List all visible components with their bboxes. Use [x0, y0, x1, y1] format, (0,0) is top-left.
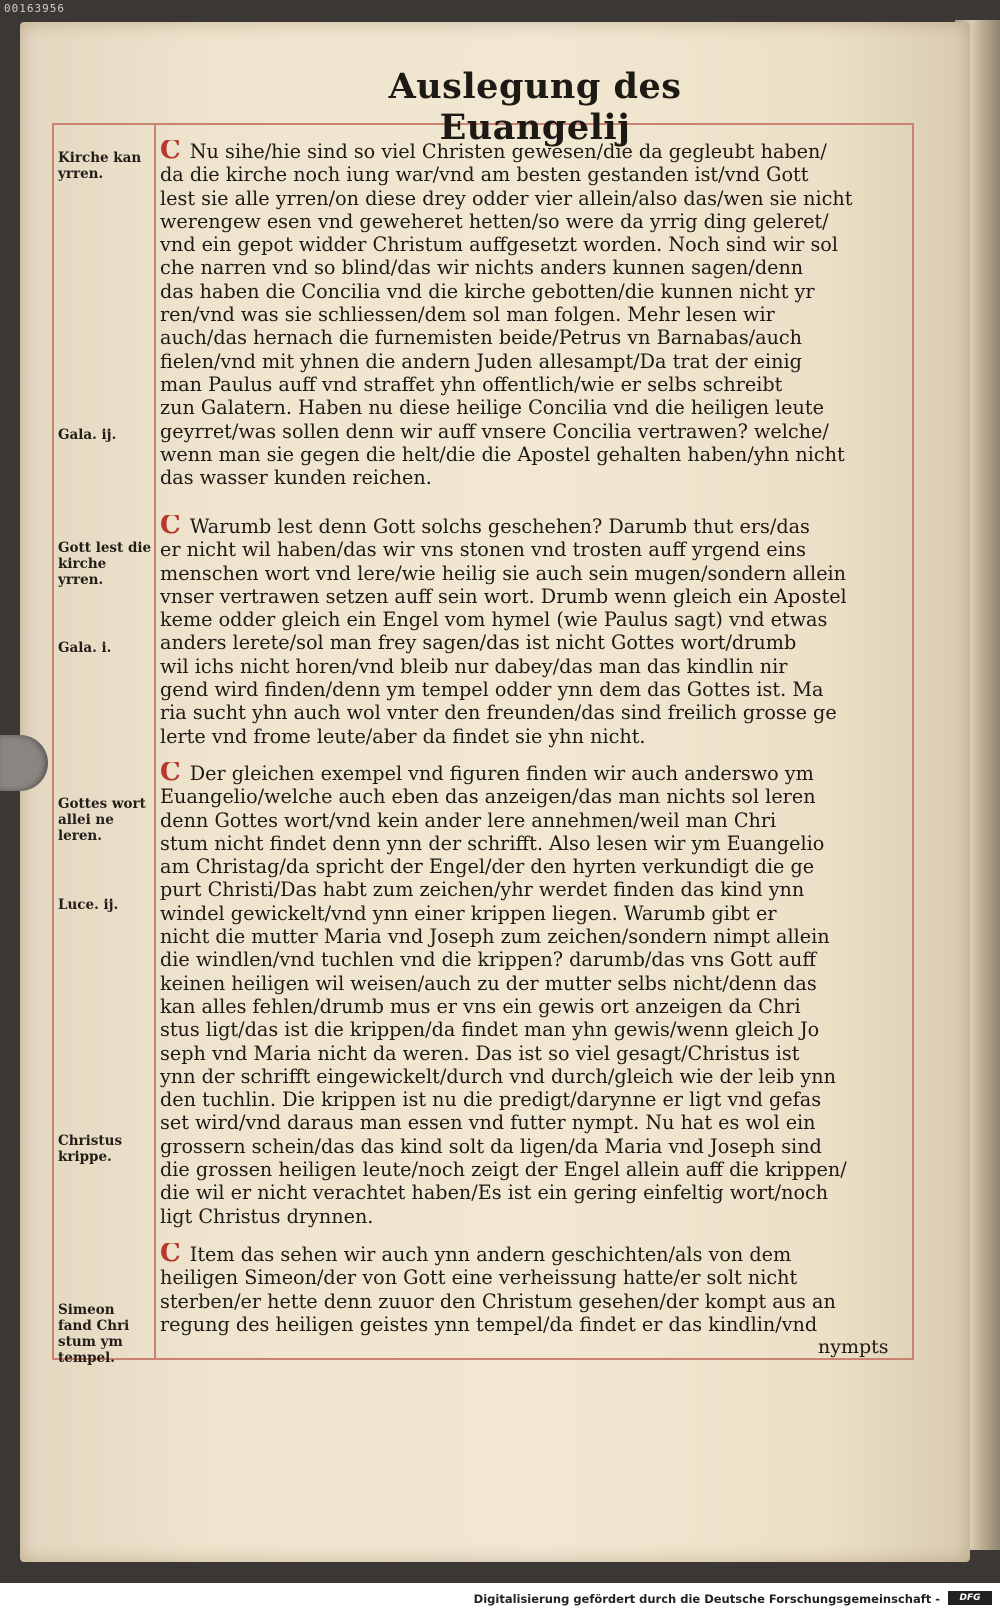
- text-line: geyrret/was sollen denn wir auff vnsere Concilia vertrawen? welche/: [160, 419, 829, 443]
- footer-credit: Digitalisierung gefördert durch die Deutsche Forschungsgemeinschaft -: [473, 1592, 940, 1606]
- text-line-content: Warumb lest denn Gott solchs geschehen? Darumb thut ers/das: [189, 515, 810, 538]
- margin-note: Gala. ij.: [58, 427, 117, 443]
- text-line: ren/vnd was sie schliessen/dem sol man folgen. Mehr lesen wir: [160, 303, 775, 327]
- margin-note: Gott lest die kirche yrren.: [58, 540, 152, 588]
- catchword: nympts: [818, 1336, 889, 1358]
- text-line: die grossen heiligen leute/noch zeigt der Engel allein auff die krippen/: [160, 1158, 847, 1182]
- text-line: vnser vertrawen setzen auff sein wort. Drumb wenn gleich ein Apostel: [160, 584, 847, 608]
- bottom-rule: [52, 1358, 914, 1360]
- text-line: wil ichs nicht horen/vnd bleib nur dabey/das man das kindlin nir: [160, 654, 788, 678]
- text-line-content: Nu sihe/hie sind so viel Christen gewesen/die da gegleubt haben/: [189, 140, 827, 163]
- text-line: anders lerete/sol man frey sagen/das ist nicht Gottes wort/drumb: [160, 631, 797, 655]
- text-line: heiligen Simeon/der von Gott eine verheissung hatte/er solt nicht: [160, 1266, 798, 1290]
- text-line-content: Item das sehen wir auch ynn andern geschichten/als von dem: [189, 1243, 792, 1266]
- paragraph-mark-icon: C: [160, 1243, 190, 1267]
- catalog-id: 00163956: [4, 2, 65, 15]
- text-line: nicht die mutter Maria vnd Joseph zum zeichen/sondern nimpt allein: [160, 925, 830, 949]
- paragraph-mark-icon: C: [160, 762, 190, 786]
- column-rule: [154, 123, 156, 1360]
- text-line: zun Galatern. Haben nu diese heilige Concilia vnd die heiligen leute: [160, 396, 824, 420]
- text-line: seph vnd Maria nicht da weren. Das ist so viel gesagt/Christus ist: [160, 1041, 800, 1065]
- text-line: werengew esen vnd geweheret hetten/so were da yrrig ding geleret/: [160, 209, 829, 233]
- text-line: regung des heiligen geistes ynn tempel/da findet er das kindlin/vnd: [160, 1312, 818, 1336]
- text-line: windel gewickelt/vnd ynn einer krippen liegen. Warumb gibt er: [160, 901, 777, 925]
- paragraph: [160, 762, 908, 1228]
- text-line: gend wird finden/denn ym tempel odder ynn dem das Gottes ist. Ma: [160, 678, 824, 702]
- text-line: ligt Christus drynnen.: [160, 1204, 374, 1228]
- running-head: Auslegung des Euangelij: [388, 66, 682, 148]
- text-line: er nicht wil haben/das wir vns stonen vnd trosten auff yrgend eins: [160, 538, 807, 562]
- text-line: ynn der schrifft eingewickelt/durch vnd durch/gleich wie der leib ynn: [160, 1064, 836, 1088]
- paragraph-mark-icon: C: [160, 140, 190, 164]
- text-line: keme odder gleich ein Engel vom hymel (wie Paulus sagt) vnd etwas: [160, 608, 828, 632]
- text-line: set wird/vnd daraus man essen vnd futter nympt. Nu hat es wol ein: [160, 1111, 816, 1135]
- text-line: sterben/er hette denn zuuor den Christum gesehen/der kompt aus an: [160, 1289, 836, 1313]
- text-line: keinen heiligen wil weisen/auch zu der mutter selbs nicht/denn das: [160, 971, 817, 995]
- margin-note: Luce. ij.: [58, 897, 119, 913]
- margin-note: Simeon fand Chri stum ym tempel.: [58, 1302, 130, 1366]
- text-line: die windlen/vnd tuchlen vnd die krippen? darumb/das vns Gott auff: [160, 948, 816, 972]
- text-line: Euangelio/welche auch eben das anzeigen/das man nichts sol leren: [160, 785, 816, 809]
- text-line: denn Gottes wort/vnd kein ander lere annehmen/weil man Chri: [160, 808, 777, 832]
- dfg-logo: DFG: [948, 1591, 992, 1605]
- text-line: che narren vnd so blind/das wir nichts anders kunnen sagen/denn: [160, 256, 804, 280]
- text-line: lerte vnd frome leute/aber da findet sie yhn nicht.: [160, 724, 646, 748]
- margin-note: Gottes wort allei ne leren.: [58, 796, 146, 844]
- margin-note: Gala. i.: [58, 640, 112, 656]
- margin-rule-right: [912, 123, 914, 1360]
- text-line: den tuchlin. Die krippen ist nu die predigt/darynne er ligt vnd gefas: [160, 1088, 822, 1112]
- text-line: [160, 1243, 908, 1266]
- text-line: menschen wort vnd lere/wie heilig sie auch sein mugen/sondern allein: [160, 561, 847, 585]
- paragraph: [160, 140, 908, 489]
- margin-rule-left: [52, 123, 54, 1360]
- footer-bar: [0, 1583, 1000, 1613]
- margin-note: Kirche kan yrren.: [58, 150, 142, 182]
- text-line: am Christag/da spricht der Engel/der den hyrten verkundigt die ge: [160, 855, 815, 879]
- paragraph-mark-icon: C: [160, 515, 190, 539]
- text-line: vnd ein gepot widder Christum auffgesetzt worden. Noch sind wir sol: [160, 233, 838, 257]
- text-line: [160, 515, 908, 538]
- text-line: stus ligt/das ist die krippen/da findet man yhn gewis/wenn gleich Jo: [160, 1018, 820, 1042]
- text-line: das wasser kunden reichen.: [160, 466, 432, 490]
- text-line: wenn man sie gegen die helt/die die Apostel gehalten haben/yhn nicht: [160, 442, 845, 466]
- margin-note: Christus krippe.: [58, 1133, 123, 1165]
- text-line: kan alles fehlen/drumb mus er vns ein gewis ort anzeigen da Chri: [160, 994, 801, 1018]
- text-line: da die kirche noch iung war/vnd am besten gestanden ist/vnd Gott: [160, 163, 809, 187]
- text-line: [160, 140, 908, 163]
- text-line: man Paulus auff vnd straffet yhn offentlich/wie er selbs schreibt: [160, 372, 783, 396]
- text-line: ria sucht yhn auch wol vnter den freunden/das sind freilich grosse ge: [160, 701, 837, 725]
- text-line: die wil er nicht verachtet haben/Es ist ein gering einfeltig wort/noch: [160, 1181, 829, 1205]
- text-line: purt Christi/Das habt zum zeichen/yhr werdet finden das kind ynn: [160, 878, 805, 902]
- paragraph: [160, 515, 908, 748]
- text-line: fielen/vnd mit yhnen die andern Juden allesampt/Da trat der einig: [160, 349, 802, 373]
- text-line: lest sie alle yrren/on diese drey odder vier allein/also das/wen sie nicht: [160, 186, 853, 210]
- text-line: [160, 762, 908, 785]
- text-line: das haben die Concilia vnd die kirche gebotten/die kunnen nicht yr: [160, 279, 815, 303]
- text-line-content: Der gleichen exempel vnd figuren finden wir auch anderswo ym: [189, 762, 814, 785]
- text-line: grossern schein/das das kind solt da ligen/da Maria vnd Joseph sind: [160, 1134, 822, 1158]
- paragraph: [160, 1243, 908, 1336]
- text-line: stum nicht findet denn ynn der schrifft. Also lesen wir ym Euangelio: [160, 831, 825, 855]
- text-line: auch/das hernach die furnemisten beide/Petrus vn Barnabas/auch: [160, 326, 803, 350]
